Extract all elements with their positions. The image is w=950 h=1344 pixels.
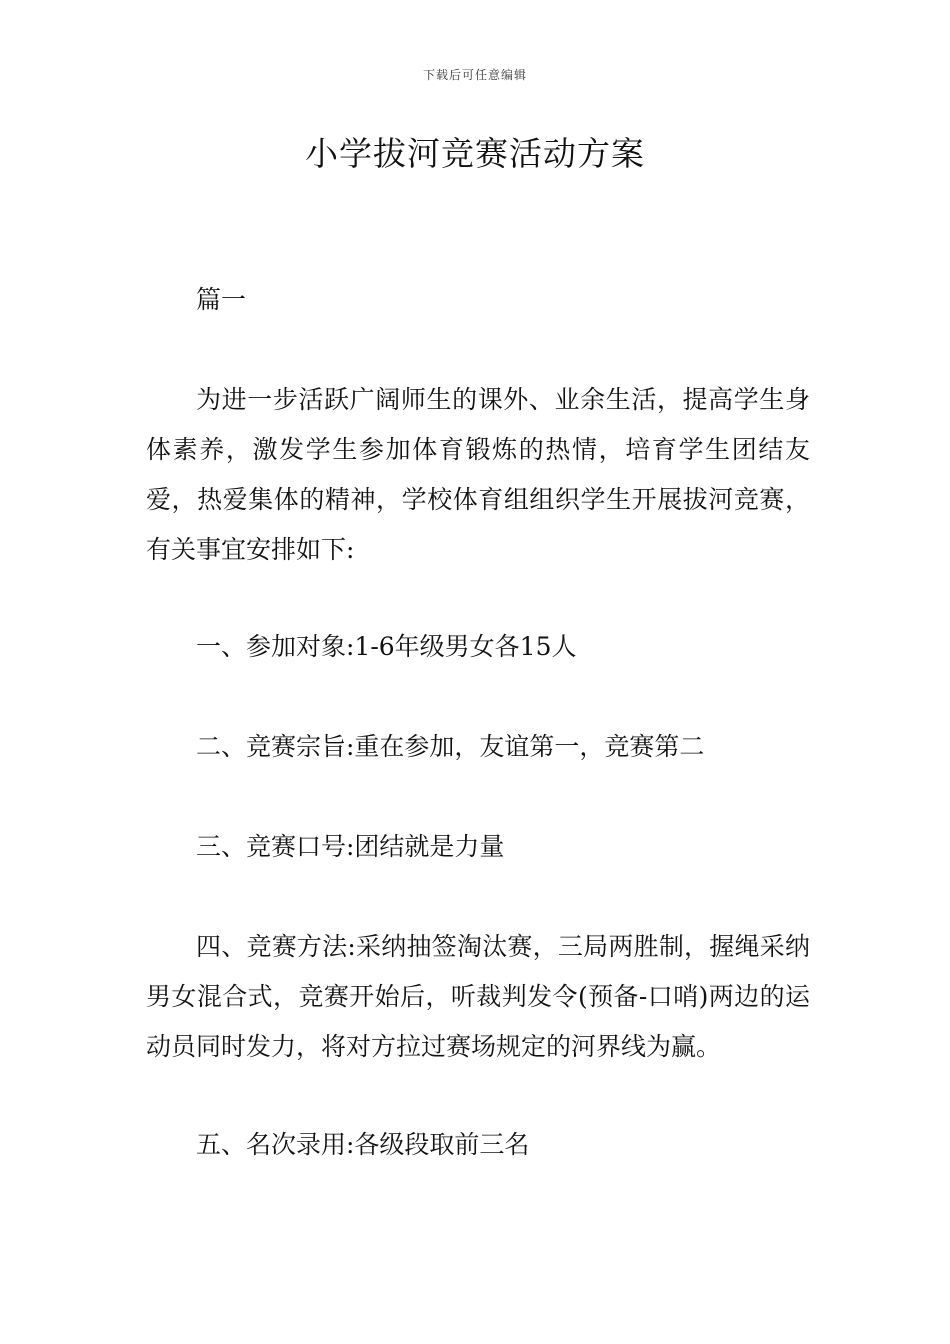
item-method: 四、竞赛方法:采纳抽签淘汰赛，三局两胜制，握绳采纳男女混合式，竞赛开始后，听裁判发令(预备-口哨)两边的运动员同时发力，将对方拉过赛场规定的河界线为赢。	[146, 932, 810, 1061]
document-title: 小学拔河竞赛活动方案	[305, 134, 645, 173]
item-ranking: 五、名次录用:各级段取前三名	[196, 1130, 530, 1159]
item-participants: 一、参加对象:1-6年级男女各15人	[196, 632, 577, 661]
intro-paragraph: 为进一步活跃广阔师生的课外、业余生活，提高学生身体素养，激发学生参加体育锻炼的热情，培育学生团结友爱，热爱集体的精神，学校体育组组织学生开展拔河竞赛，有关事宜安排如下:	[146, 385, 810, 564]
item-slogan: 三、竞赛口号:团结就是力量	[196, 832, 505, 861]
header-note: 下载后可任意编辑	[422, 68, 527, 82]
section-label: 篇一	[196, 285, 247, 314]
item-purpose: 二、竞赛宗旨:重在参加，友谊第一，竞赛第二	[196, 732, 705, 761]
